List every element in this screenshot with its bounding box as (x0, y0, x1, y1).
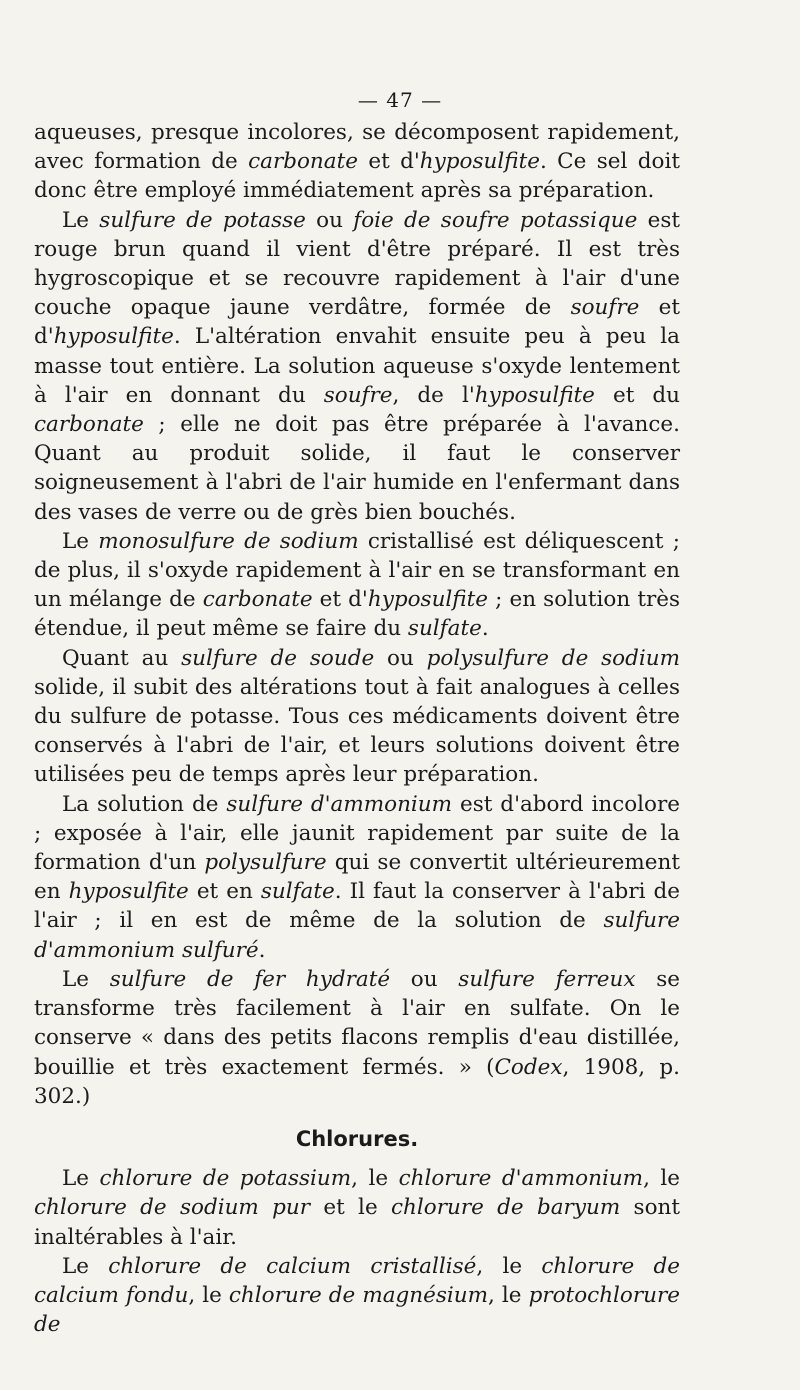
text-run: et d' (312, 587, 368, 613)
page-number: — 47 — (357, 88, 443, 112)
italic-term: soufre (323, 382, 393, 408)
italic-term: sulfate (260, 879, 335, 905)
text-run: aqueuses, presque incolores, se décomposent rapidement, avec formation de (34, 120, 680, 175)
italic-term: polysulfure (204, 850, 327, 876)
text-run: . (258, 937, 266, 963)
text-run: est rouge brun quand il vient d'être préparé. Il est très hygroscopique et se recouvre rapidement à l'air d'une couche opaque jaune verdâtre, formée de (34, 207, 680, 321)
italic-term: carbonate (202, 587, 313, 613)
text-run: et d' (34, 295, 680, 350)
italic-term: sulfure ferreux (458, 966, 636, 992)
text-run: , de l' (392, 382, 475, 408)
italic-term: carbonate (248, 149, 358, 175)
text-run: , le (476, 1253, 542, 1279)
paragraph (34, 1252, 680, 1340)
text-run: . L'altération envahit ensuite peu à peu la masse tout entière. La solution aqueuse s'oxyde lentement à l'air en donnant du (34, 324, 680, 408)
text-run: , le (643, 1166, 680, 1192)
text-run: ; elle ne doit pas être préparée à l'avance. Quant au produit solide, il faut le conserver soigneusement à l'abri de l'air humide en l'enfermant dans des vases de verre ou de grès bien bouchés. (34, 412, 680, 525)
italic-term: hyposulfite (419, 149, 540, 175)
text-run: sont inaltérables à l'air. (34, 1195, 681, 1250)
italic-term: chlorure d'ammonium (398, 1166, 644, 1192)
text-run: et du (594, 382, 680, 408)
italic-term: carbonate (34, 412, 144, 438)
text-run: ou (390, 966, 459, 992)
text-run: , le (488, 1282, 529, 1308)
text-run: ou (305, 207, 354, 233)
italic-term: chlorure de magnésium (228, 1282, 489, 1308)
italic-term: sulfure d'ammonium sulfuré (34, 908, 680, 963)
paragraph (34, 527, 680, 644)
text-run: . (481, 616, 489, 642)
text-run: cristallisé est déliquescent ; de plus, il s'oxyde rapidement à l'air en se transformant en un mélange de (34, 528, 680, 613)
paragraph (34, 644, 680, 790)
italic-term: hyposulfite (53, 324, 174, 350)
italic-term: monosulfure de sodium (98, 528, 359, 554)
text-run: , 1908, p. 302.) (34, 1054, 680, 1109)
text-run: et le (310, 1195, 391, 1221)
italic-term: sulfure de soude (181, 645, 375, 671)
italic-term: sulfure d'ammonium (226, 791, 453, 817)
text-run: . Ce sel doit donc être employé immédiatement après sa préparation. (34, 149, 680, 204)
text-run: La solution de (62, 791, 227, 817)
text-run: Quant au (62, 645, 182, 671)
section-heading: Chlorures. (295, 1126, 419, 1151)
italic-term: chlorure de calcium cristallisé (108, 1253, 477, 1279)
italic-term: sulfate (407, 616, 482, 642)
text-run: et d' (357, 149, 420, 175)
paragraph (34, 965, 680, 1111)
text-run: . Il faut la conserver à l'abri de l'air ; il en est de même de la solution de (34, 879, 680, 934)
text-run: , le (188, 1282, 229, 1308)
text-run: ou (374, 645, 427, 671)
text-run: se transforme très facilement à l'air en sulfate. On le conserve « dans des petits flacons remplis d'eau distillée, bouillie et très exactement fermés. » ( (34, 966, 680, 1080)
italic-term: sulfure de potasse (99, 207, 306, 233)
text-run: Le (62, 1166, 100, 1192)
italic-term: foie de soufre potassique (353, 207, 638, 233)
body-text (34, 118, 680, 1339)
text-run: Le (62, 966, 110, 992)
italic-term: soufre (570, 295, 640, 321)
italic-term: Codex (494, 1054, 563, 1080)
text-run: et en (188, 879, 261, 905)
text-run: qui se convertit ultérieurement en (34, 850, 680, 905)
italic-term: hyposulfite (367, 587, 489, 613)
text-run: Le (62, 1253, 109, 1279)
paragraph (34, 790, 680, 965)
italic-term: chlorure de calcium fondu (34, 1253, 680, 1308)
paragraph (34, 206, 680, 527)
paragraph (34, 118, 680, 206)
italic-term: sulfure de fer hydraté (109, 966, 391, 992)
text-run: ; en solution très étendue, il peut même se faire du (34, 587, 680, 642)
italic-term: hyposulfite (68, 879, 189, 905)
italic-term: polysulfure de sodium (426, 645, 680, 671)
text-run: , le (351, 1166, 399, 1192)
text-run: est d'abord incolore ; exposée à l'air, elle jaunit rapidement par suite de la formation d'un (34, 791, 680, 876)
italic-term: chlorure de baryum (391, 1195, 621, 1221)
paragraph (34, 1164, 680, 1252)
text-run: Le (62, 207, 100, 233)
text-run: Le (62, 528, 99, 554)
italic-term: chlorure de potassium (99, 1166, 352, 1192)
italic-term: hyposulfite (474, 382, 595, 408)
italic-term: protochlorure de (34, 1282, 680, 1338)
italic-term: chlorure de sodium pur (34, 1195, 311, 1221)
text-run: solide, il subit des altérations tout à fait analogues à celles du sulfure de potasse. Tous ces médicaments doivent être conservés à l'abri de l'air, et leurs solutions doivent être utilisées peu de temps après leur préparation. (34, 674, 680, 788)
